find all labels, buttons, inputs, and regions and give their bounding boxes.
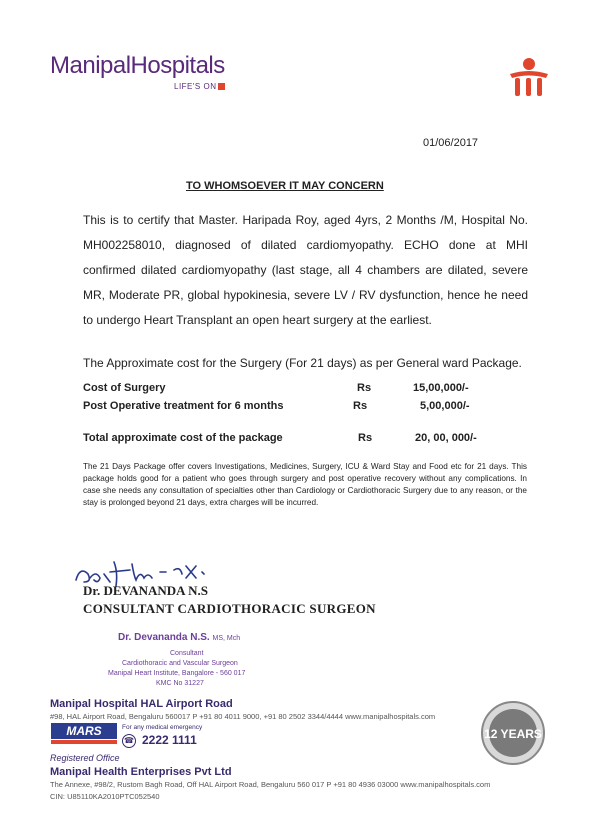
tagline-text: LIFE'S ON: [174, 82, 217, 91]
stamp-line: Cardiothoracic and Vascular Surgeon: [122, 660, 238, 667]
doctor-title: CONSULTANT CARDIOTHORACIC SURGEON: [83, 601, 376, 616]
emergency-phone: 2222 1111: [142, 733, 197, 747]
certification-paragraph: This is to certify that Master. Haripada Roy, aged 4yrs, 2 Months /M, Hospital No. MH002258010, diagnosed of dilated cardiomyopathy. ECHO done at MHI confirmed dilated cardiomyopathy (last stage, all 4 chambers are dilated, severe MR, Moderate PR, global hypokinesia, severe LV / RV dysfunction, hence he need to undergo Heart Transplant an open heart surgery at the earliest.: [83, 213, 528, 327]
tagline-plus-icon: [218, 83, 225, 90]
total-currency: Rs: [358, 432, 373, 444]
stamp-line: Manipal Heart Institute, Bangalore - 560 017: [108, 670, 246, 677]
cost-row-currency: Rs: [353, 400, 368, 412]
footer-address: #98, HAL Airport Road, Bengaluru 560017 P +91 80 4011 9000, +91 80 2502 3344/4444 www.manipalhospitals.com: [50, 712, 436, 721]
mars-logo-stripe: [51, 740, 117, 744]
cost-row-label: Post Operative treatment for 6 months: [83, 400, 284, 412]
letter-date: 01/06/2017: [423, 137, 479, 149]
company-address: The Annexe, #98/2, Rustom Bagh Road, Off HAL Airport Road, Bengaluru 560 017 P +91 80 4936 03000 www.manipalhospitals.com: [50, 780, 491, 789]
footer-hospital-name: Manipal Hospital HAL Airport Road: [50, 698, 233, 710]
hospital-logo-name: ManipalHospitals: [50, 52, 225, 79]
stamp-line: KMC No 31227: [156, 680, 204, 687]
badge-text: 12 YEARS: [484, 727, 542, 741]
stamp-line: Consultant: [170, 650, 204, 657]
stamp-doctor-name: [118, 632, 240, 643]
manipal-emblem-icon: [506, 54, 552, 100]
anniversary-badge-icon: [480, 700, 546, 766]
cost-row-amount: 15,00,000/-: [413, 382, 469, 394]
package-terms: The 21 Days Package offer covers Investigations, Medicines, Surgery, ICU & Ward Stay and Food etc for 21 days. This package holds good for a patient who goes through surgery and post operative recovery without any complications. In case she needs any consultation of specialties other than Cardiology or Cardiothoracic Surgery due to any reason, or the stay is prolonged beyond 21 days, extra charges will be incurred.: [83, 462, 527, 507]
cost-intro: The Approximate cost for the Surgery (For 21 days) as per General ward Package.: [83, 356, 522, 370]
company-cin: CIN: U85110KA2010PTC052540: [50, 792, 160, 801]
total-amount: 20, 00, 000/-: [415, 432, 477, 444]
registered-office-label: Registered Office: [50, 753, 120, 763]
mars-logo: MARS: [51, 723, 117, 739]
total-label: Total approximate cost of the package: [83, 432, 283, 444]
hospital-tagline: [174, 82, 225, 91]
cost-row-currency: Rs: [357, 382, 372, 394]
cost-row-label: Cost of Surgery: [83, 382, 166, 394]
cost-row-amount: 5,00,000/-: [420, 400, 470, 412]
doctor-name: Dr. DEVANANDA N.S: [83, 583, 208, 598]
company-name: Manipal Health Enterprises Pvt Ltd: [50, 766, 232, 778]
stamp-degrees: MS, Mch: [212, 635, 241, 642]
letter-heading: TO WHOMSOEVER IT MAY CONCERN: [186, 180, 384, 192]
phone-icon: ☎: [122, 734, 136, 748]
stamp-name-text: Dr. Devananda N.S.: [118, 632, 210, 643]
emergency-label: For any medical emergency: [122, 724, 203, 731]
